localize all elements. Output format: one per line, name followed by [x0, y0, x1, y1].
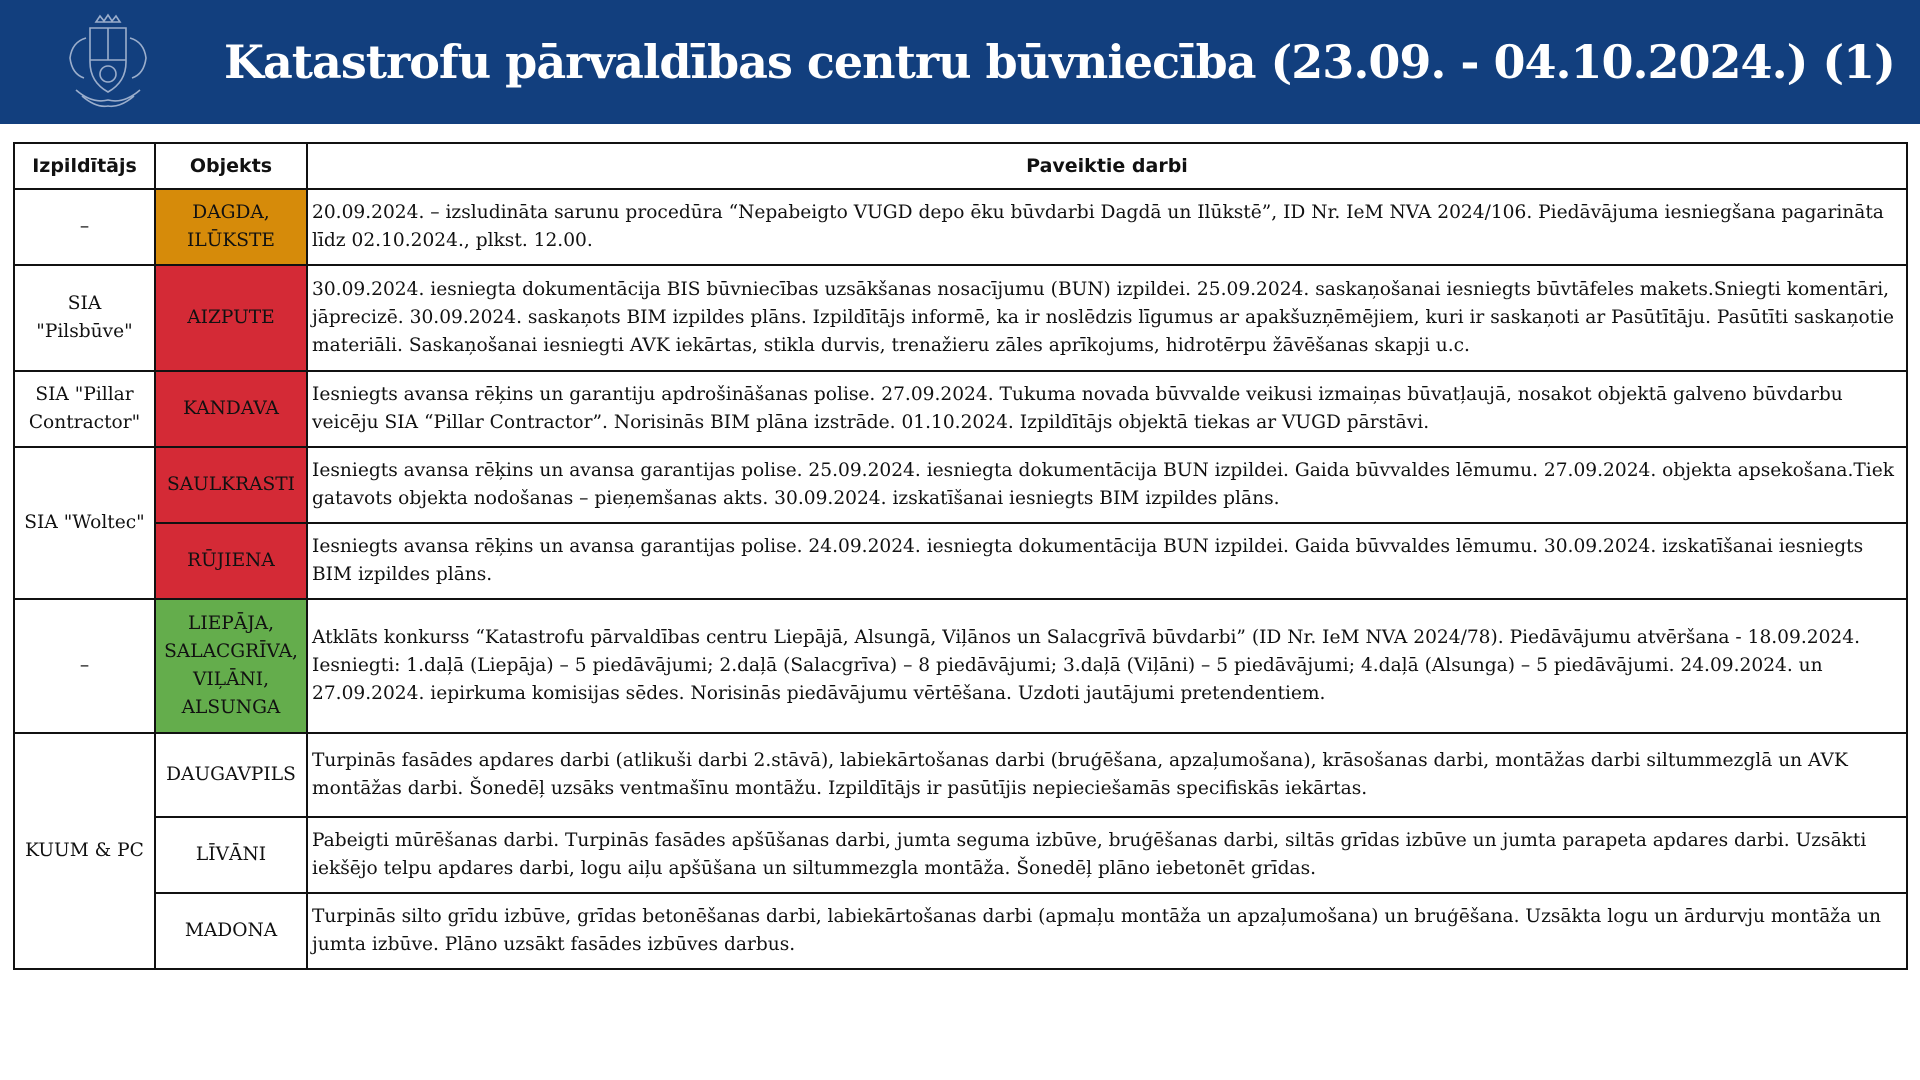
table-row — [14, 447, 1907, 523]
executor-cell: KUUM & PC — [14, 733, 155, 969]
object-cell-liepaja-salacgriva-vilani-alsunga: LIEPĀJA, SALACGRĪVA, VIĻĀNI, ALSUNGA — [155, 599, 307, 733]
works-cell: Pabeigti mūrēšanas darbi. Turpinās fasādes apšūšanas darbi, jumta seguma izbūve, bruģēšanas darbi, siltās grīdas izbūve un jumta parapeta apdares darbi. Uzsākti iekšējo telpu apdares darbi, logu aiļu apšūšana un siltummezgla montāža. Šonedēļ plāno iebetonēt grīdas. — [307, 817, 1907, 893]
executor-cell: SIA "Pillar Contractor" — [14, 371, 155, 447]
works-cell: 20.09.2024. – izsludināta sarunu procedūra “Nepabeigto VUGD depo ēku būvdarbi Dagdā un Ilūkstē”, ID Nr. IeM NVA 2024/106. Piedāvājuma iesniegšana pagarināta līdz 02.10.2024., plkst. 12.00. — [307, 189, 1907, 265]
works-text: Atklāts konkurss “Katastrofu pārvaldības centru Liepājā, Alsungā, Viļānos un Salacgrīvā būvdarbi” (ID Nr. IeM NVA 2024/78). Piedāvājumu atvēršana - 18.09.2024. — [312, 627, 1860, 648]
column-header-executor: Izpildītājs — [14, 143, 155, 189]
executor-cell: – — [14, 189, 155, 265]
object-cell-livani: LĪVĀNI — [155, 817, 307, 893]
title-bar — [0, 0, 1920, 124]
executor-cell: SIA "Pilsbūve" — [14, 265, 155, 371]
works-cell: Iesniegts avansa rēķins un garantiju apdrošināšanas polise. 27.09.2024. Tukuma novada būvvalde veikusi izmaiņas būvatļaujā, nosakot objektā galveno būvdarbu veicēju SIA “Pillar Contractor”. Norisinās BIM plāna izstrāde. 01.10.2024. Izpildītājs objektā tiekas ar VUGD pārstāvi. — [307, 371, 1907, 447]
executor-cell: – — [14, 599, 155, 733]
works-cell: Turpinās silto grīdu izbūve, grīdas betonēšanas darbi, labiekārtošanas darbi (apmaļu montāža un apzaļumošana) un bruģēšana. Uzsākta logu un ārdurvju montāža un jumta izbūve. Plāno uzsākt fasādes izbūves darbus. — [307, 893, 1907, 969]
object-cell-aizpute: AIZPUTE — [155, 265, 307, 371]
works-text: Iesniegti: 1.daļā (Liepāja) – 5 piedāvājumi; 2.daļā (Salacgrīva) – 8 piedāvājumi; 3.daļā (Viļāni) – 5 piedāvājumi; 4.daļā (Alsunga) – 5 piedāvājumi. 24.09.2024. un 27.09.2024. iepirkuma komisijas sēdes. Norisinās piedāvājumu vērtēšana. Uzdoti jautājumi pretendentiem. — [312, 655, 1823, 704]
works-cell: Iesniegts avansa rēķins un avansa garantijas polise. 25.09.2024. iesniegta dokumentācija BUN izpildei. Gaida būvvaldes lēmumu. 27.09.2024. objekta apsekošana.Tiek gatavots objekta nodošanas – pieņemšanas akts. 30.09.2024. izskatīšanai iesniegts BIM izpildes plāns. — [307, 447, 1907, 523]
object-cell-daugavpils: DAUGAVPILS — [155, 733, 307, 817]
object-cell-kandava: KANDAVA — [155, 371, 307, 447]
object-cell-madona: MADONA — [155, 893, 307, 969]
object-cell-saulkrasti: SAULKRASTI — [155, 447, 307, 523]
works-cell — [307, 599, 1907, 733]
works-cell: Iesniegts avansa rēķins un avansa garantijas polise. 24.09.2024. iesniegta dokumentācija BUN izpildei. Gaida būvvaldes lēmumu. 30.09.2024. izskatīšanai iesniegts BIM izpildes plāns. — [307, 523, 1907, 599]
table-row — [14, 817, 1907, 893]
table-row — [14, 733, 1907, 817]
table-row — [14, 371, 1907, 447]
coat-of-arms-icon — [56, 12, 160, 112]
table-row — [14, 265, 1907, 371]
table-header-row — [14, 143, 1907, 189]
table-row — [14, 599, 1907, 733]
works-table — [13, 142, 1908, 970]
object-cell-dagda-ilukste: DAGDA, ILŪKSTE — [155, 189, 307, 265]
table-row — [14, 893, 1907, 969]
works-cell: Turpinās fasādes apdares darbi (atlikuši darbi 2.stāvā), labiekārtošanas darbi (bruģēšana, apzaļumošana), krāsošanas darbi, montāžas darbi siltummezglā un AVK montāžas darbi. Šonedēļ uzsāks ventmašīnu montāžu. Izpildītājs ir pasūtījis nepieciešamās specifiskās iekārtas. — [307, 733, 1907, 817]
column-header-works: Paveiktie darbi — [307, 143, 1907, 189]
table-row — [14, 189, 1907, 265]
object-cell-rujiena: RŪJIENA — [155, 523, 307, 599]
page-title: Katastrofu pārvaldības centru būvniecība (23.09. - 04.10.2024.) (1) — [224, 35, 1895, 89]
column-header-object: Objekts — [155, 143, 307, 189]
table-row — [14, 523, 1907, 599]
works-cell: 30.09.2024. iesniegta dokumentācija BIS būvniecības uzsākšanas nosacījumu (BUN) izpildei. 25.09.2024. saskaņošanai iesniegts būvtāfeles makets.Sniegti komentāri, jāprecizē. 30.09.2024. saskaņots BIM izpildes plāns. Izpildītājs informē, ka ir noslēdzis līgumus ar apakšuzņēmējiem, kuri ir saskaņoti ar Pasūtītāju. Pasūtīti saskaņotie materiāli. Saskaņošanai iesniegti AVK iekārtas, stikla durvis, trenažieru zāles aprīkojums, hidrotērpu žāvēšanas skapji u.c. — [307, 265, 1907, 371]
executor-cell: SIA "Woltec" — [14, 447, 155, 599]
